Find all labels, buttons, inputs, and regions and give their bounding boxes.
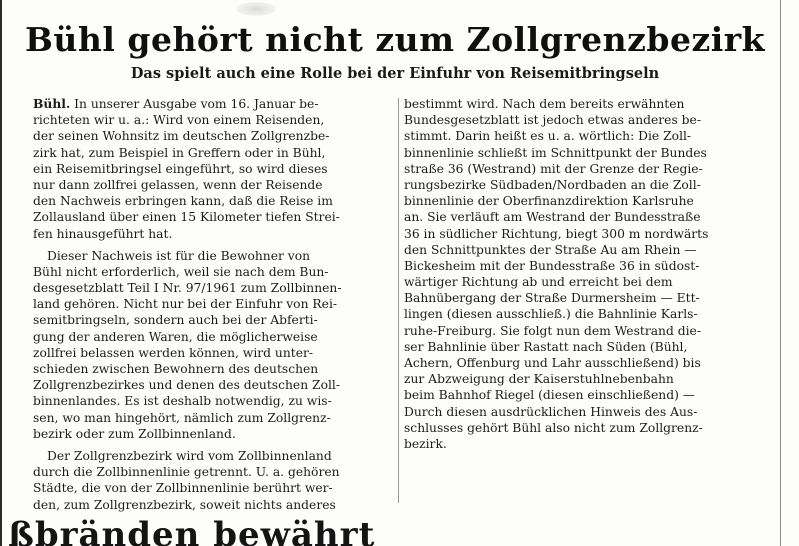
text-line: Bahnübergang der Straße Durmersheim — Ett- <box>404 291 700 306</box>
text-line: binnenlinie der Oberfinanzdirektion Karlsruhe <box>404 194 694 209</box>
text-line: binnenlinie schließt im Schnittpunkt der Bundes <box>404 145 707 160</box>
paragraph-2 <box>33 248 395 442</box>
text-line: beim Bahnhof Riegel (diesen einschließend) — <box>404 388 696 403</box>
column-divider <box>398 98 399 503</box>
text-line: ein Reisemitbringsel eingeführt, so wird dieses <box>33 161 328 176</box>
text-line: fen hinausgeführt hat. <box>33 226 173 241</box>
text-line <box>33 96 395 112</box>
text-line: Bühl nicht erforderlich, weil sie nach dem Bun- <box>33 264 329 279</box>
text-line-content: In unserer Ausgabe vom 16. Januar be- <box>74 97 319 111</box>
text-line: wärtiger Richtung ab und erreicht bei dem <box>404 275 673 290</box>
text-line: gung der anderen Waren, die möglicherweise <box>33 329 318 344</box>
text-line: an. Sie verläuft am Westrand der Bundesstraße <box>404 210 701 225</box>
text-line: nur dann zollfrei gelassen, wenn der Reisende <box>33 177 323 192</box>
paragraph-3 <box>33 448 395 513</box>
text-line: zirk hat, zum Beispiel in Greffern oder in Bühl, <box>33 145 326 160</box>
text-line: den Nachweis erbringen kann, daß die Reise im <box>33 194 333 209</box>
text-line: richteten wir u. a.: Wird von einem Reisenden, <box>33 113 325 128</box>
text-line: bezirk. <box>404 436 447 451</box>
text-line: 36 in südlicher Richtung, biegt 300 m nordwärts <box>404 226 709 241</box>
article-headline: Bühl gehört nicht zum Zollgrenzbezirk <box>24 20 766 59</box>
text-line: land gehören. Nicht nur bei der Einfuhr von Rei- <box>33 297 338 312</box>
text-line: Städte, die von der Zollbinnenlinie berührt wer- <box>33 481 333 496</box>
dateline: Bühl. <box>33 96 71 111</box>
text-line: schieden zwischen Bewohnern des deutschen <box>33 362 319 376</box>
text-line: straße 36 (Westrand) mit der Grenze der Regie- <box>404 161 703 176</box>
text-line: der seinen Wohnsitz im deutschen Zollgrenzbe- <box>33 129 330 144</box>
text-line: zur Abzweigung der Kaiserstuhlnebenbahn <box>404 372 674 387</box>
text-line: Der Zollgrenzbezirk wird vom Zollbinnenland <box>47 448 332 463</box>
text-line: Achern, Offenburg und Lahr ausschließend) bis <box>404 356 701 370</box>
text-line: Bickesheim mit der Bundesstraße 36 in südost- <box>404 258 700 273</box>
text-line: Dieser Nachweis ist für die Bewohner von <box>47 248 311 263</box>
text-line: den, zum Zollgrenzbezirk, soweit nichts anderes <box>33 497 336 512</box>
text-line: sen, wo man hingehört, nämlich zum Zollgrenz- <box>33 410 331 425</box>
paragraph-1 <box>33 96 395 242</box>
text-line: ser Bahnlinie über Rastatt nach Süden (Bühl, <box>404 339 688 354</box>
text-line: lingen (diesen ausschließ.) die Bahnlinie Karls- <box>404 307 698 322</box>
text-line: zollfrei belassen werden können, wird unter- <box>33 345 314 360</box>
text-line: Zollausland über einen 15 Kilometer tiefen Strei- <box>33 210 340 225</box>
text-line: ruhe-Freiburg. Sie folgt nun dem Westrand die- <box>404 323 701 338</box>
text-line: binnenlandes. Es ist deshalb notwendig, zu wis- <box>33 394 332 409</box>
text-line: bezirk oder zum Zollbinnenland. <box>33 426 236 441</box>
text-line: schlusses gehört Bühl also nicht zum Zollgrenz- <box>404 420 703 435</box>
text-line: semitbringseln, sondern auch bei der Abferti- <box>33 313 318 328</box>
text-line: Bundesgesetzblatt ist jedoch etwas anderes be- <box>404 113 701 128</box>
print-smudge <box>236 2 276 16</box>
article-subheadline: Das spielt auch eine Rolle bei der Einfuhr von Reisemitbringseln <box>130 65 660 82</box>
text-line: durch die Zollbinnenlinie getrennt. U. a. gehören <box>33 465 340 480</box>
text-line: den Schnittpunktes der Straße Au am Rhein — <box>404 242 697 257</box>
article-right-column <box>404 96 780 452</box>
text-line: stimmt. Darin heißt es u. a. wörtlich: Die Zoll- <box>404 129 692 144</box>
text-line: bestimmt wird. Nach dem bereits erwähnten <box>404 97 685 111</box>
text-line: rungsbezirke Südbaden/Nordbaden an die Zoll- <box>404 177 701 192</box>
text-line: desgesetzblatt Teil I Nr. 97/1961 zum Zollbinnen- <box>33 281 342 296</box>
text-line: Zollgrenzbezirkes und denen des deutschen Zoll- <box>33 378 340 393</box>
text-line: Durch diesen ausdrücklichen Hinweis des Aus- <box>404 404 698 419</box>
article-left-column <box>33 96 395 513</box>
next-article-headline: ßbränden bewährt <box>8 515 376 546</box>
